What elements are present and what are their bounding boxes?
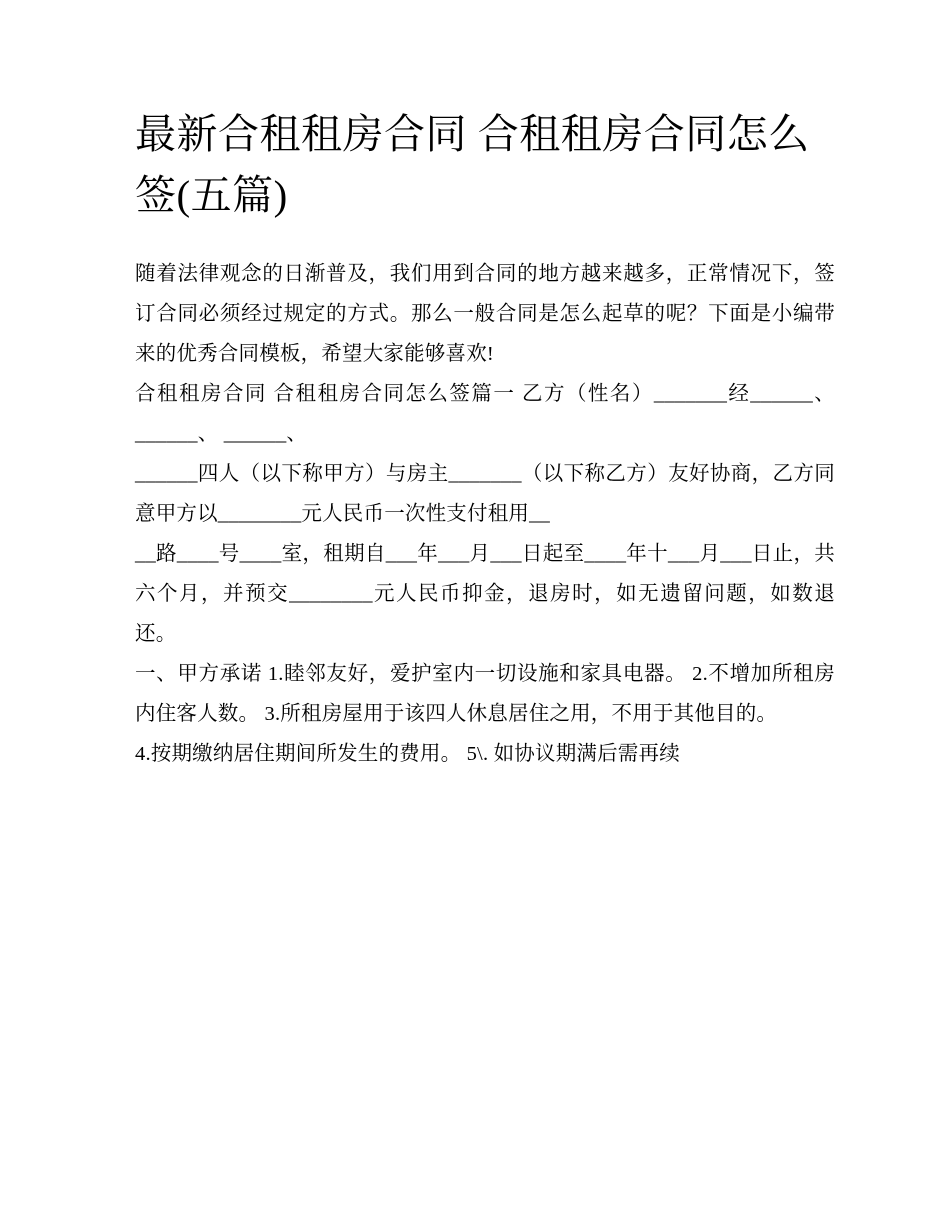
paragraph-intro: 随着法律观念的日渐普及，我们用到合同的地方越来越多，正常情况下，签订合同必须经过规定的方式。那么一般合同是怎么起草的呢？下面是小编带来的优秀合同模板，希望大家能够喜欢! — [135, 263, 835, 366]
paragraph-body-5: 4.按期缴纳居住期间所发生的费用。 5\. 如协议期满后需再续 — [135, 742, 680, 765]
paragraph-body-3: __路____号____室，租期自___年___月___日起至____年十___月___日止，共六个月，并预交________元人民币抑金，退房时，如无遗留问题，如数退还。 — [135, 543, 835, 646]
paragraph-body-4: 一、甲方承诺 1.睦邻友好，爱护室内一切设施和家具电器。 2.不增加所租房内住客人数。 3.所租房屋用于该四人休息居住之用，不用于其他目的。 — [135, 663, 835, 725]
paragraph-body-1: 合租租房合同 合租租房合同怎么签篇一 乙方（性名）_______经______、 ______、 ______、 — [135, 383, 835, 446]
page-title: 最新合租租房合同 合租租房合同怎么签(五篇) — [135, 111, 810, 218]
paragraph-body-2: ______四人（以下称甲方）与房主_______（以下称乙方）友好协商，乙方同意甲方以________元人民币一次性支付租用__ — [135, 463, 835, 526]
